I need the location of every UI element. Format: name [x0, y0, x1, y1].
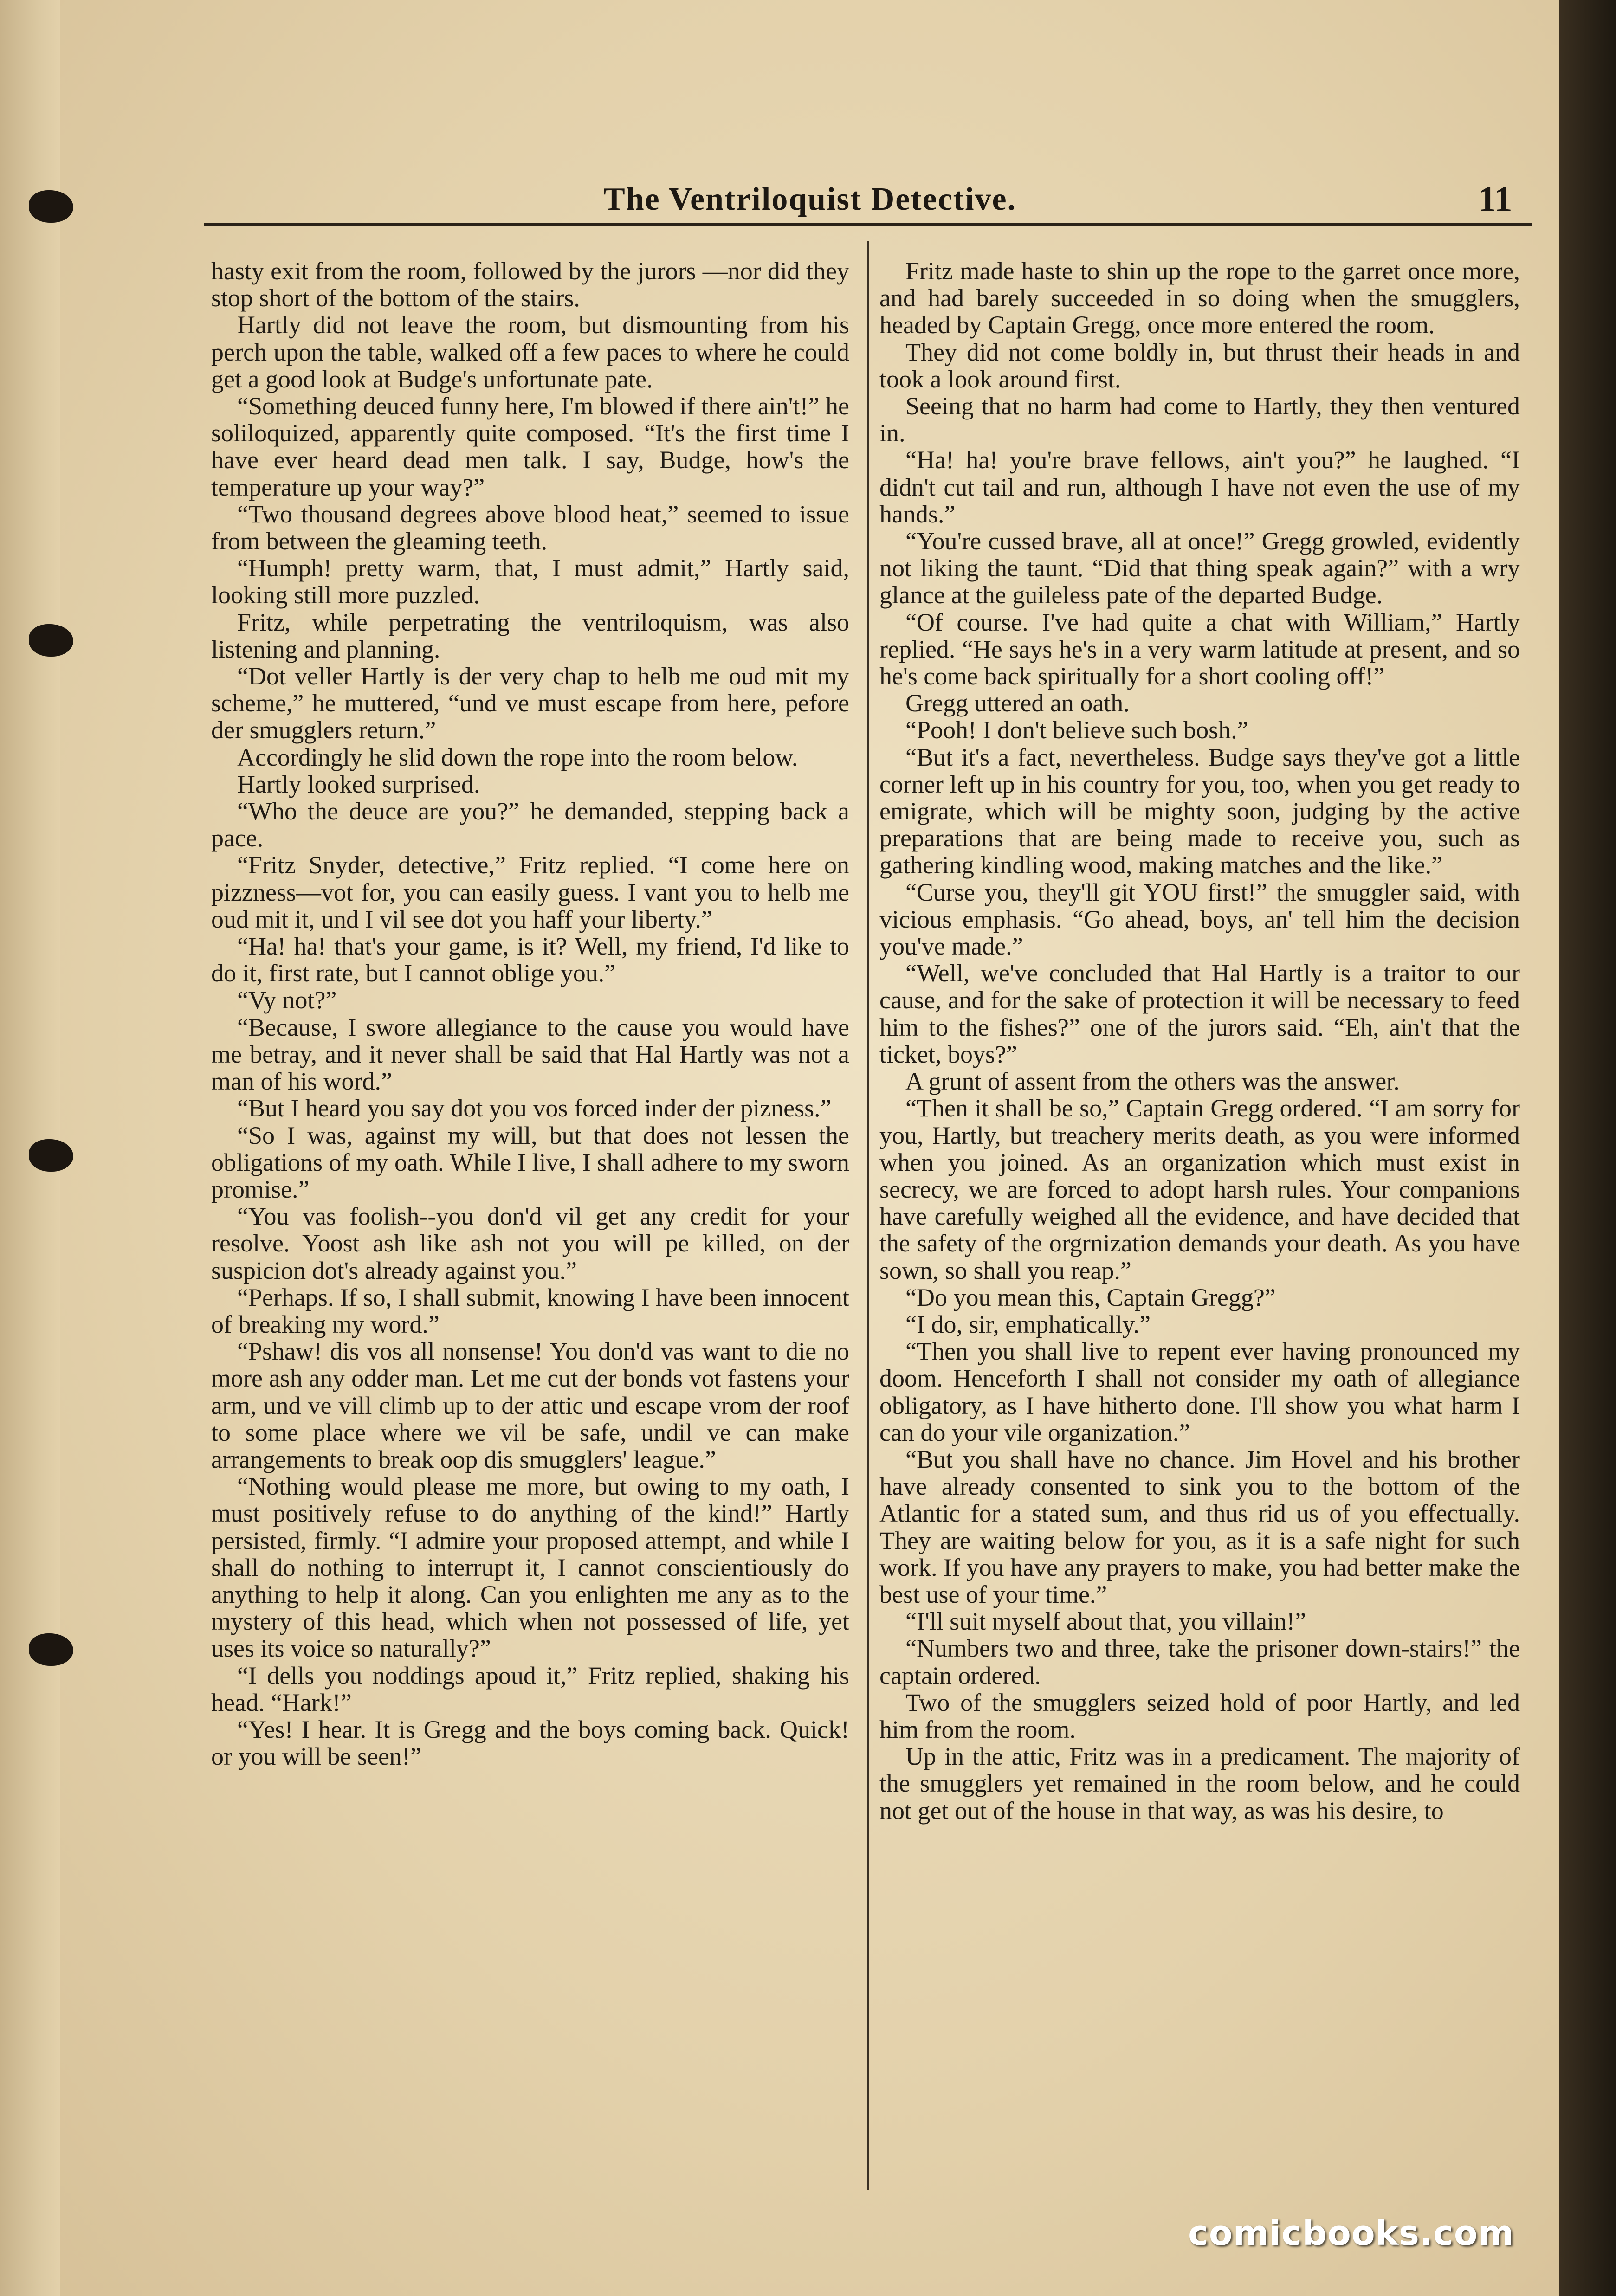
running-title: The Ventriloquist Detective.: [603, 181, 1017, 217]
paragraph: hasty exit from the room, followed by the jurors —nor did they stop short of the bottom of the stairs.: [211, 257, 849, 312]
paragraph: Hartly looked surprised.: [237, 770, 480, 798]
watermark: comicbooks.com: [1188, 2213, 1514, 2253]
scan-backdrop-edge: [1559, 0, 1616, 2296]
paragraph: “Perhaps. If so, I shall submit, knowing I have been innocent of breaking my word.”: [211, 1283, 849, 1338]
paragraph: “Then you shall live to repent ever having pronounced my doom. Henceforth I shall not consider my oath of allegiance obligatory, as I have hitherto done. I'll show you what harm I can do your vile organization.”: [879, 1337, 1520, 1446]
paragraph: “Because, I swore allegiance to the cause you would have me betray, and it never shall be said that Hal Hartly was not a man of his word.”: [211, 1013, 849, 1096]
paragraph: “I'll suit myself about that, you villain!”: [905, 1607, 1306, 1636]
paragraph: “Numbers two and three, take the prisoner down-stairs!” the captain ordered.: [879, 1634, 1520, 1690]
paragraph: “Do you mean this, Captain Gregg?”: [905, 1283, 1276, 1311]
paragraph: Seeing that no harm had come to Hartly, they then ventured in.: [879, 392, 1520, 447]
paragraph: “Pooh! I don't believe such bosh.”: [905, 716, 1248, 744]
paragraph: “But it's a fact, nevertheless. Budge says they've got a little corner left up in his country for you, too, when you get ready to emigrate, which will be mighty soon, judging by the active preparations that are being made to receive you, such as gathering kindling wood, making matches and the like.”: [879, 743, 1520, 879]
page-binding-edge: [0, 0, 60, 2296]
paragraph: “Fritz Snyder, detective,” Fritz replied. “I come here on pizzness—vot for, you can easily guess. I vant you to helb me oud mit it, und I vil see dot you haff your liberty.”: [211, 851, 849, 933]
paragraph: “But you shall have no chance. Jim Hovel and his brother have already consented to sink you to the bottom of the Atlantic for a stated sum, and thus rid us of you effectually. They are waiting below for you, as it is a safe night for such work. If you have any prayers to make, you had better make the best use of your time.”: [879, 1445, 1520, 1608]
paragraph: “Well, we've concluded that Hal Hartly is a traitor to our cause, and for the sake of protection it will be necessary to feed him to the fishes?” one of the jurors said. “Eh, ain't that the ticket, boys?”: [879, 959, 1520, 1068]
paragraph: Fritz, while perpetrating the ventriloquism, was also listening and planning.: [211, 608, 849, 663]
paragraph: Up in the attic, Fritz was in a predicament. The majority of the smugglers yet remained in the room below, and he could not get out of the house in that way, as was his desire, to: [879, 1742, 1520, 1825]
paragraph: “Dot veller Hartly is der very chap to helb me oud mit my scheme,” he muttered, “und ve must escape from here, pefore der smugglers return.”: [211, 662, 849, 744]
column-divider: [867, 241, 869, 2190]
paragraph: “Then it shall be so,” Captain Gregg ordered. “I am sorry for you, Hartly, but treachery merits death, as you were informed when you joined. As an organization which must exist in secrecy, we are forced to adopt harsh rules. Your companions have carefully weighed all the evidence, and have decided that the safety of the orgrnization demands your death. As you have sown, so shall you reap.”: [879, 1094, 1520, 1284]
paragraph: “You vas foolish--you don'd vil get any credit for your resolve. Yoost ash like ash not you will pe killed, on der suspicion dot's already against you.”: [211, 1202, 849, 1284]
binding-stitch-hole: [29, 1139, 73, 1172]
paragraph: Fritz made haste to shin up the rope to the garret once more, and had barely succeeded in so doing when the smugglers, headed by Captain Gregg, once more entered the room.: [879, 257, 1520, 339]
paragraph: “Curse you, they'll git YOU first!” the smuggler said, with vicious emphasis. “Go ahead, boys, an' tell him the decision you've made.”: [879, 878, 1520, 961]
header-rule: [204, 223, 1532, 226]
paragraph: “Who the deuce are you?” he demanded, stepping back a pace.: [211, 797, 849, 852]
paragraph: Accordingly he slid down the rope into the room below.: [237, 743, 798, 771]
paragraph: “Nothing would please me more, but owing to my oath, I must positively refuse to do anything of the kind!” Hartly persisted, firmly. “I admire your proposed attempt, and while I shall do nothing to interrupt it, I cannot conscientiously do anything to help it along. Can you enlighten me any as to the mystery of this head, which when not possessed of life, yet uses its voice so naturally?”: [211, 1472, 849, 1663]
paragraph: “I do, sir, emphatically.”: [905, 1310, 1151, 1338]
paragraph: “You're cussed brave, all at once!” Gregg growled, evidently not liking the taunt. “Did that thing speak again?” with a wry glance at the guileless pate of the departed Budge.: [879, 527, 1520, 609]
paragraph: “I dells you noddings apoud it,” Fritz replied, shaking his head. “Hark!”: [211, 1661, 849, 1716]
paragraph: “Ha! ha! you're brave fellows, ain't you?” he laughed. “I didn't cut tail and run, although I have not even the use of my hands.”: [879, 446, 1520, 528]
left-text-column: [211, 258, 849, 1770]
paragraph: “Humph! pretty warm, that, I must admit,” Hartly said, looking still more puzzled.: [211, 554, 849, 609]
paragraph: “Pshaw! dis vos all nonsense! You don'd vas want to die no more ash any odder man. Let me cut der bonds vot fastens your arm, und ve vill climb up to der attic und escape vrom der roof to some place where we vil be safe, undil ve can make arrangements to break oop dis smugglers' league.”: [211, 1337, 849, 1473]
paragraph: Hartly did not leave the room, but dismounting from his perch upon the table, walked off a few paces to where he could get a good look at Budge's unfortunate pate.: [211, 311, 849, 393]
paragraph: A grunt of assent from the others was the answer.: [905, 1067, 1400, 1096]
paragraph: “Vy not?”: [237, 986, 337, 1014]
paragraph: “Something deuced funny here, I'm blowed if there ain't!” he soliloquized, apparently quite composed. “It's the first time I have ever heard dead men talk. I say, Budge, how's the temperature up your way?”: [211, 392, 849, 501]
paragraph: “But I heard you say dot you vos forced inder der pizness.”: [237, 1094, 832, 1122]
paragraph: “Two thousand degrees above blood heat,” seemed to issue from between the gleaming teeth.: [211, 500, 849, 555]
page-number: 11: [1478, 179, 1513, 219]
paragraph: “Of course. I've had quite a chat with William,” Hartly replied. “He says he's in a very warm latitude at present, and so he's come back spiritually for a short cooling off!”: [879, 608, 1520, 690]
binding-stitch-hole: [29, 190, 73, 223]
paragraph: “So I was, against my will, but that does not lessen the obligations of my oath. While I live, I shall adhere to my sworn promise.”: [211, 1121, 849, 1203]
paragraph: Two of the smugglers seized hold of poor Hartly, and led him from the room.: [879, 1688, 1520, 1743]
paragraph: “Ha! ha! that's your game, is it? Well, my friend, I'd like to do it, first rate, but I cannot oblige you.”: [211, 932, 849, 987]
paragraph: They did not come boldly in, but thrust their heads in and took a look around first.: [879, 338, 1520, 393]
right-text-column: [879, 258, 1520, 1824]
binding-stitch-hole: [29, 624, 73, 657]
binding-stitch-hole: [29, 1633, 73, 1666]
paragraph: “Yes! I hear. It is Gregg and the boys coming back. Quick! or you will be seen!”: [211, 1715, 849, 1771]
paragraph: Gregg uttered an oath.: [905, 689, 1130, 717]
